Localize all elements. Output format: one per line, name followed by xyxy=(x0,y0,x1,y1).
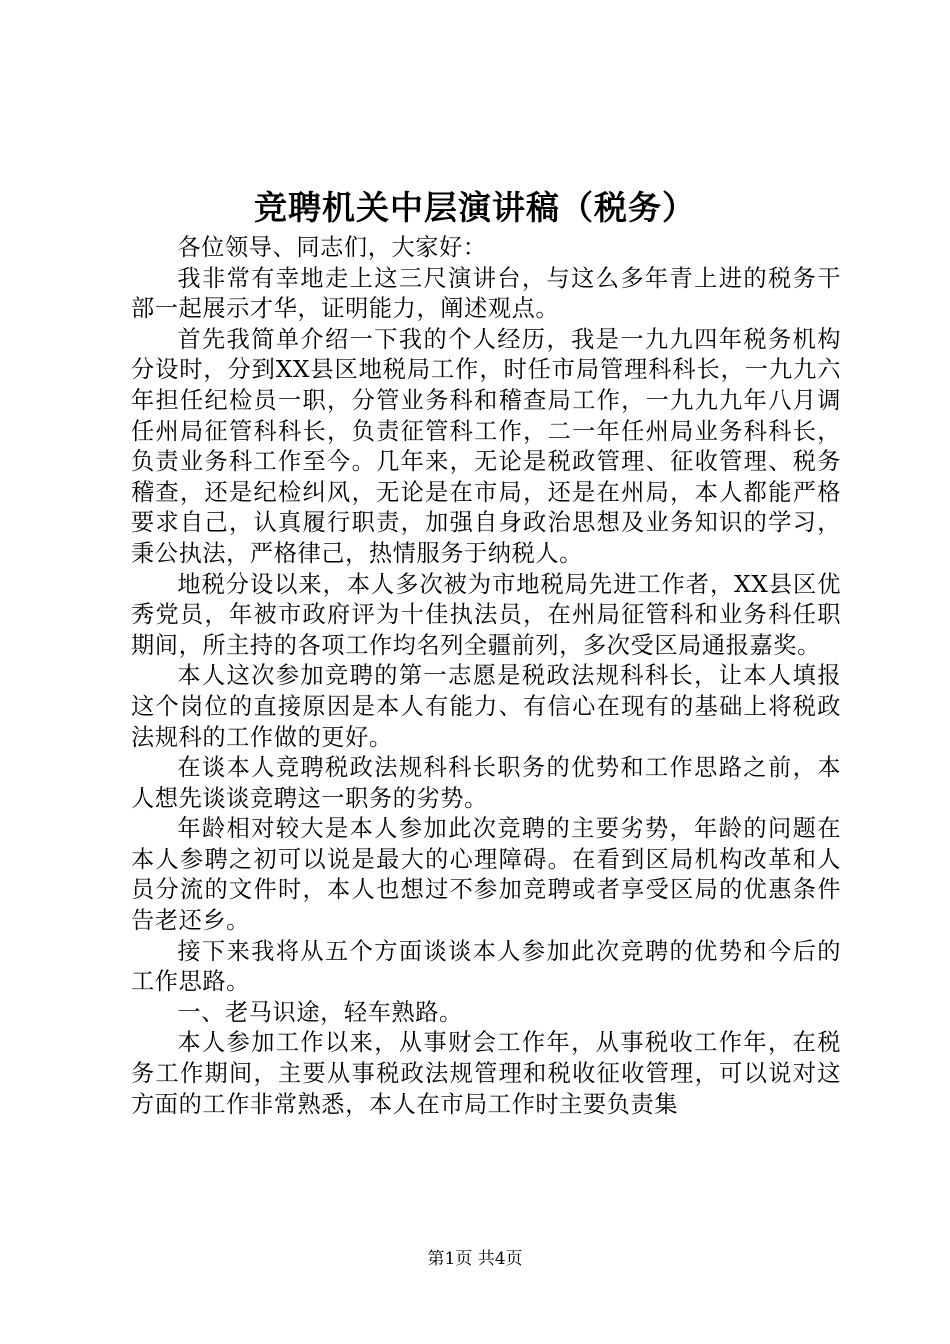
paragraph-personal-history: 首先我简单介绍一下我的个人经历，我是一九九四年税务机构分设时，分到XX县区地税局工作，时任市局管理科科长，一九九六年担任纪检员一职，分管业务科和稽查局工作，一九九九年八月调任州局征管科科长，负责征管科工作，二一年任州局业务科科长，负责业务科工作至今。几年来，无论是税政管理、征收管理、税务稽查，还是纪检纠风，无论是在市局，还是在州局，本人都能严格要求自己，认真履行职责，加强自身政治思想及业务知识的学习，秉公执法，严格律己，热情服务于纳税人。 xyxy=(131,325,841,567)
paragraph-first-choice: 本人这次参加竞聘的第一志愿是税政法规科科长，让本人填报这个岗位的直接原因是本人有能力、有信心在现有的基础上将税政法规科的工作做的更好。 xyxy=(131,662,841,751)
paragraph-weakness-intro: 在谈本人竞聘税政法规科科长职务的优势和工作思路之前，本人想先谈谈竞聘这一职务的劣势。 xyxy=(131,754,841,812)
paragraph-age-weakness: 年龄相对较大是本人参加此次竞聘的主要劣势，年龄的问题在本人参聘之初可以说是最大的心理障碍。在看到区局机构改革和人员分流的文件时，本人也想过不参加竞聘或者享受区局的优惠条件告老还乡。 xyxy=(131,815,841,935)
document-title: 竞聘机关中层演讲稿（税务） xyxy=(254,188,696,227)
paragraph-work-experience: 本人参加工作以来，从事财会工作年，从事税收工作年，在税务工作期间，主要从事税政法规管理和税收征收管理，可以说对这方面的工作非常熟悉，本人在市局工作时主要负责集 xyxy=(131,1029,841,1118)
paragraph-five-aspects: 接下来我将从五个方面谈谈本人参加此次竞聘的优势和今后的工作思路。 xyxy=(131,937,841,996)
paragraph-greeting: 各位领导、同志们，大家好： xyxy=(177,234,487,261)
paragraph-opening: 我非常有幸地走上这三尺演讲台，与这么多年青上进的税务干部一起展示才华，证明能力，阐述观点。 xyxy=(131,264,841,323)
document-body xyxy=(131,233,841,1120)
paragraph-section-one-heading: 一、老马识途，轻车熟路。 xyxy=(177,998,463,1026)
paragraph-honors: 地税分设以来，本人多次被为市地税局先进工作者，XX县区优秀党员，年被市政府评为十佳执法员，在州局征管科和业务科任职期间，所主持的各项工作均名列全疆前列，多次受区局通报嘉奖。 xyxy=(131,570,841,659)
page-number-footer: 第1页 共4页 xyxy=(427,1249,523,1269)
